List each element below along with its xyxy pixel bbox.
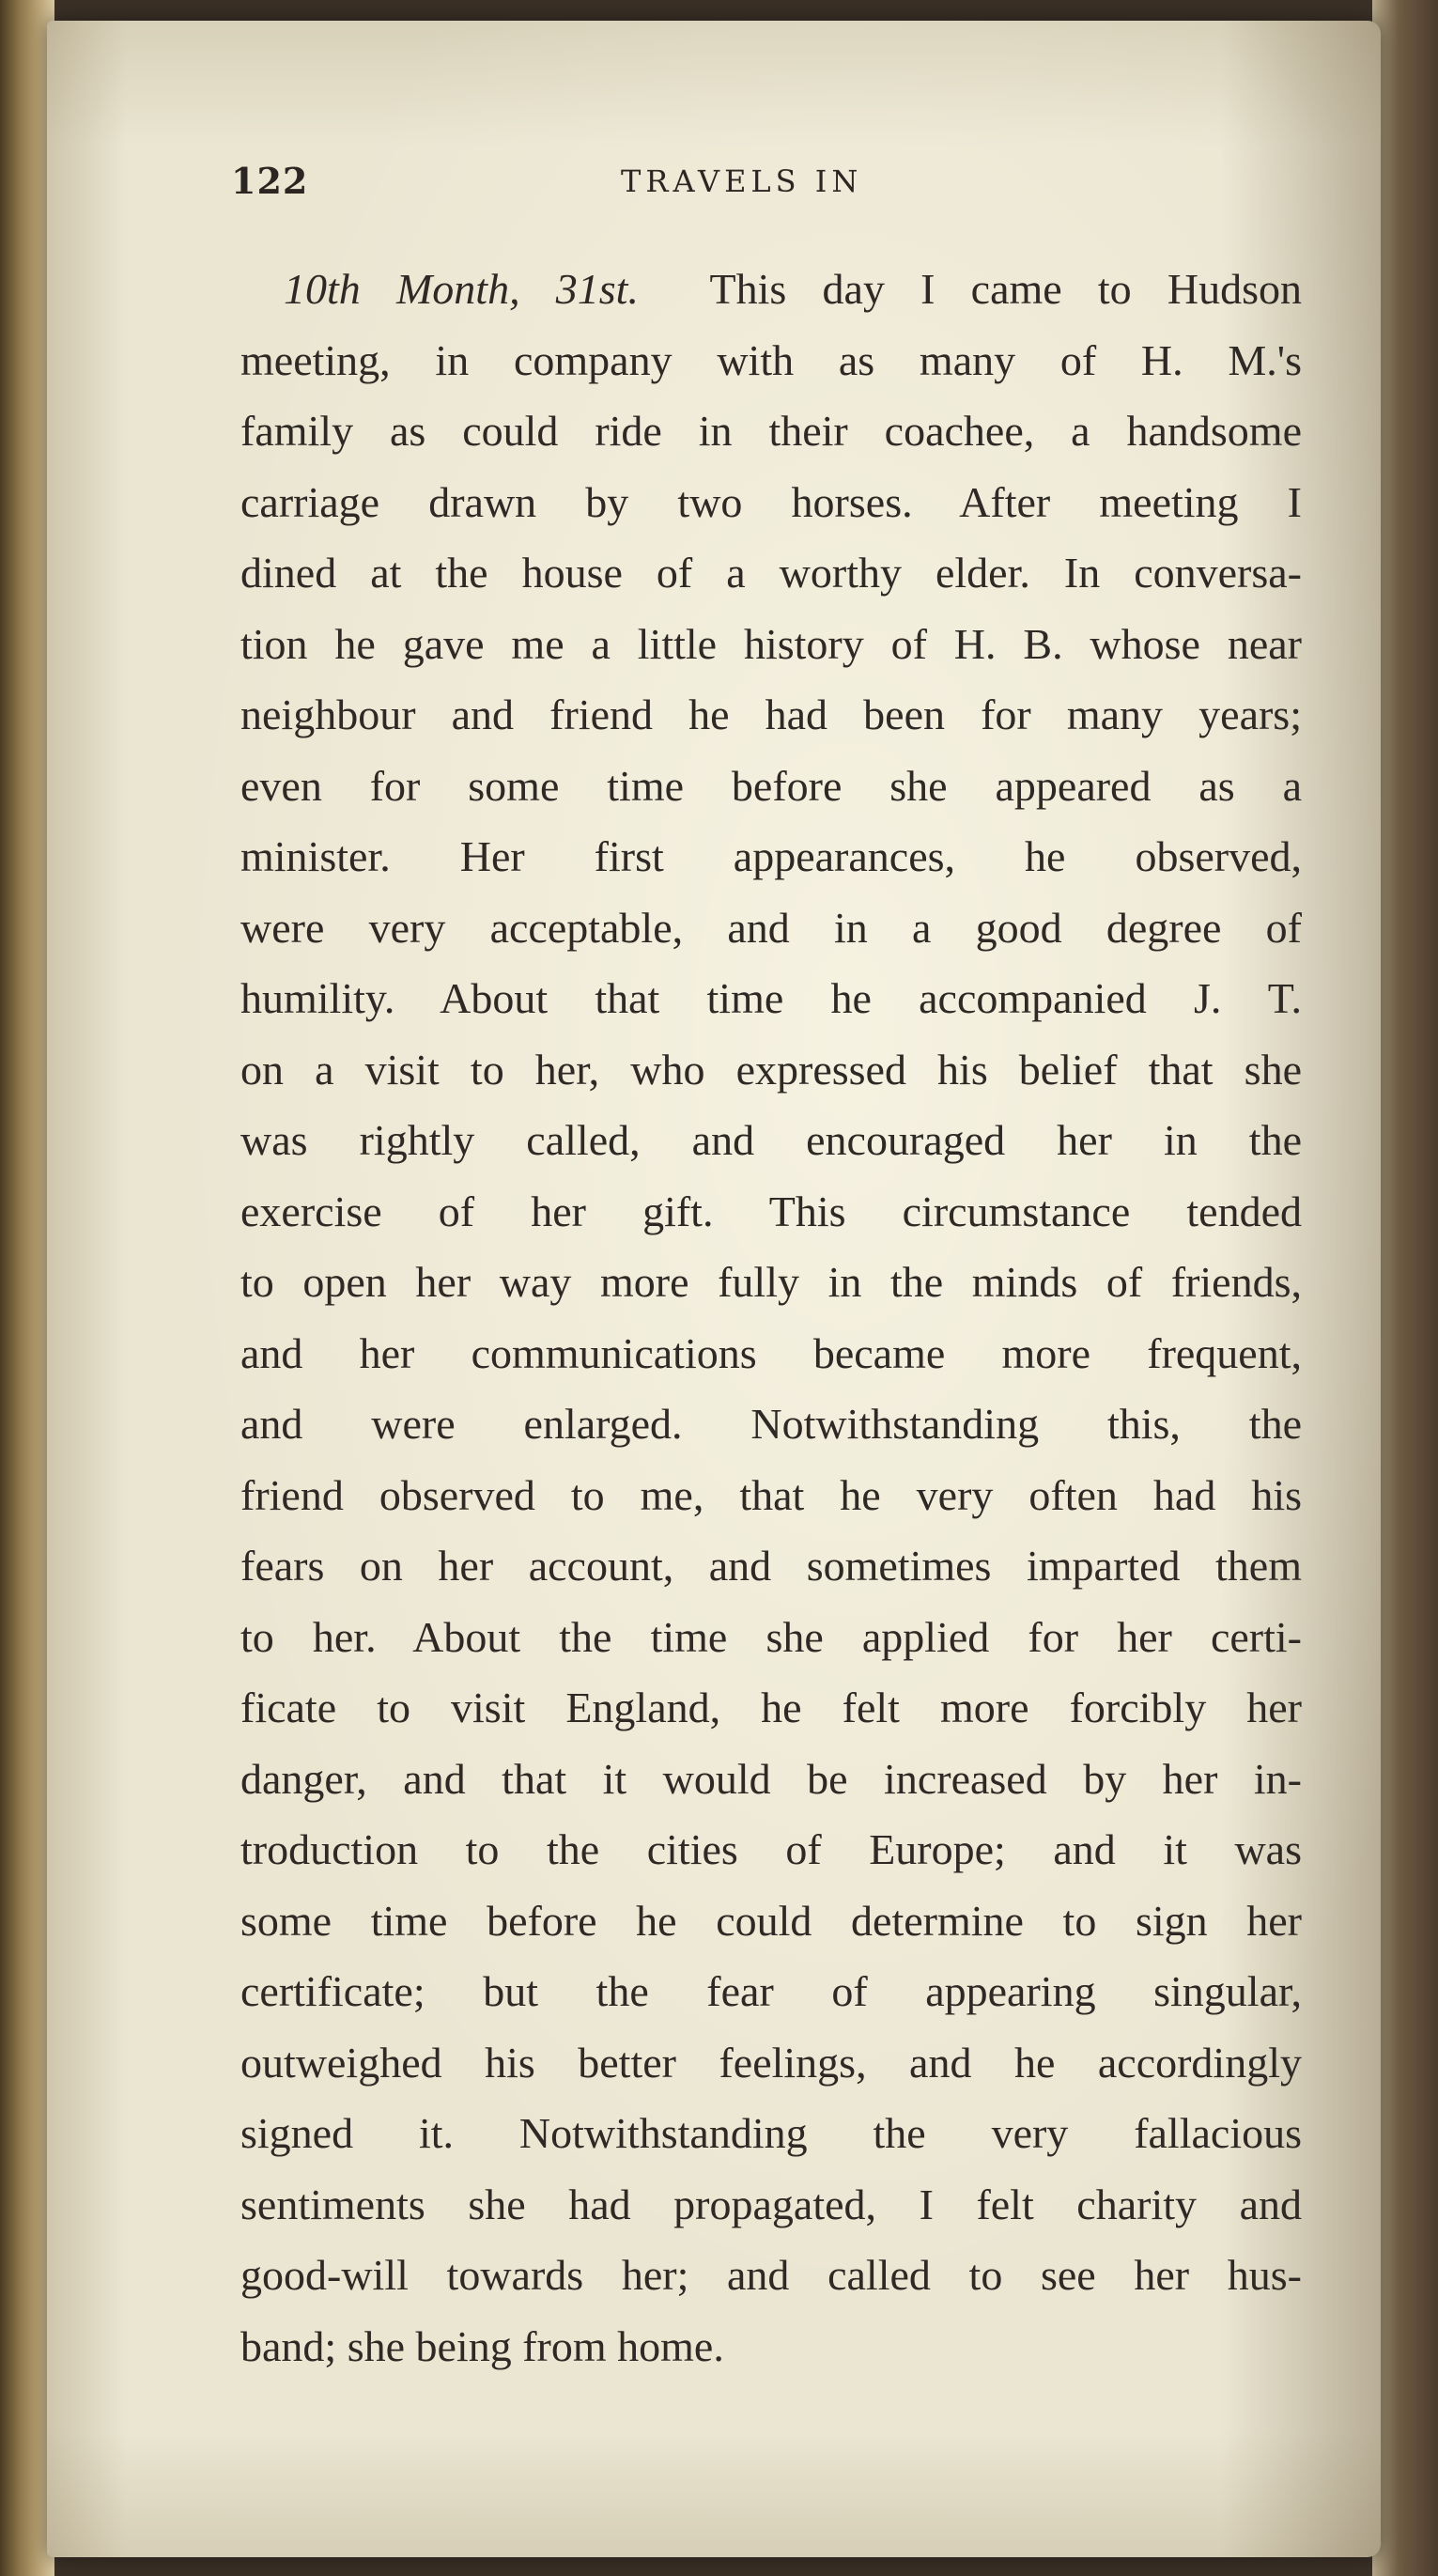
text-line: neighbour and friend he had been for many years; [240,691,1302,738]
date-heading: 10th Month, 31st. [284,265,639,313]
text-line: humility. About that time he accompanied J. T. [240,974,1302,1022]
text-line: were very acceptable, and in a good degree of [240,903,1302,952]
text-line: exercise of her gift. This circumstance tended [240,1187,1302,1235]
text-line: certificate; but the fear of appearing singular, [240,1967,1302,2015]
text-line: ficate to visit England, he felt more forcibly her [240,1684,1302,1731]
text-line: some time before he could determine to sign her [240,1896,1302,1945]
running-head: TRAVELS IN [621,163,863,199]
text-line: to her. About the time she applied for her certi- [240,1612,1302,1661]
text-line: good-will towards her; and called to see her hus- [240,2251,1302,2299]
text-line: family as could ride in their coachee, a handsome [240,407,1302,455]
text-line: dined at the house of a worthy elder. In conversa- [240,549,1302,597]
text-line: even for some time before she appeared as a [240,761,1302,810]
body-text [240,254,1302,2382]
text-line: friend observed to me, that he very often had his [240,1470,1302,1519]
book-edge-right [1372,0,1438,2576]
text-line: sentiments she had propagated, I felt charity and [240,2180,1302,2228]
text-line: and were enlarged. Notwithstanding this, the [240,1400,1302,1448]
text-line: meeting, in company with as many of H. M.'s [240,335,1302,384]
page-number: 122 [231,160,309,202]
text-line: and her communications became more frequent, [240,1328,1302,1377]
text-line: was rightly called, and encouraged her in the [240,1116,1302,1164]
text-line: to open her way more fully in the minds of friends, [240,1258,1302,1306]
text-line: fears on her account, and sometimes imparted them [240,1542,1302,1590]
text-line: on a visit to her, who expressed his belief that she [240,1045,1302,1094]
page-header [184,160,1311,216]
text-line: minister. Her first appearances, he observed, [240,832,1302,880]
text-line: signed it. Notwithstanding the very fallacious [240,2109,1302,2157]
text-line: danger, and that it would be increased by her in- [240,1754,1302,1803]
text-line: 10th Month, 31st. This day I came to Hudson [284,265,1302,313]
text-line: tion he gave me a little history of H. B. whose near [240,619,1302,668]
text-line: carriage drawn by two horses. After meeting I [240,477,1302,526]
text-line: band; she being from home. [240,2321,724,2370]
text-line: troduction to the cities of Europe; and it was [240,1825,1302,1873]
text-line: outweighed his better feelings, and he accordingly [240,2038,1302,2087]
